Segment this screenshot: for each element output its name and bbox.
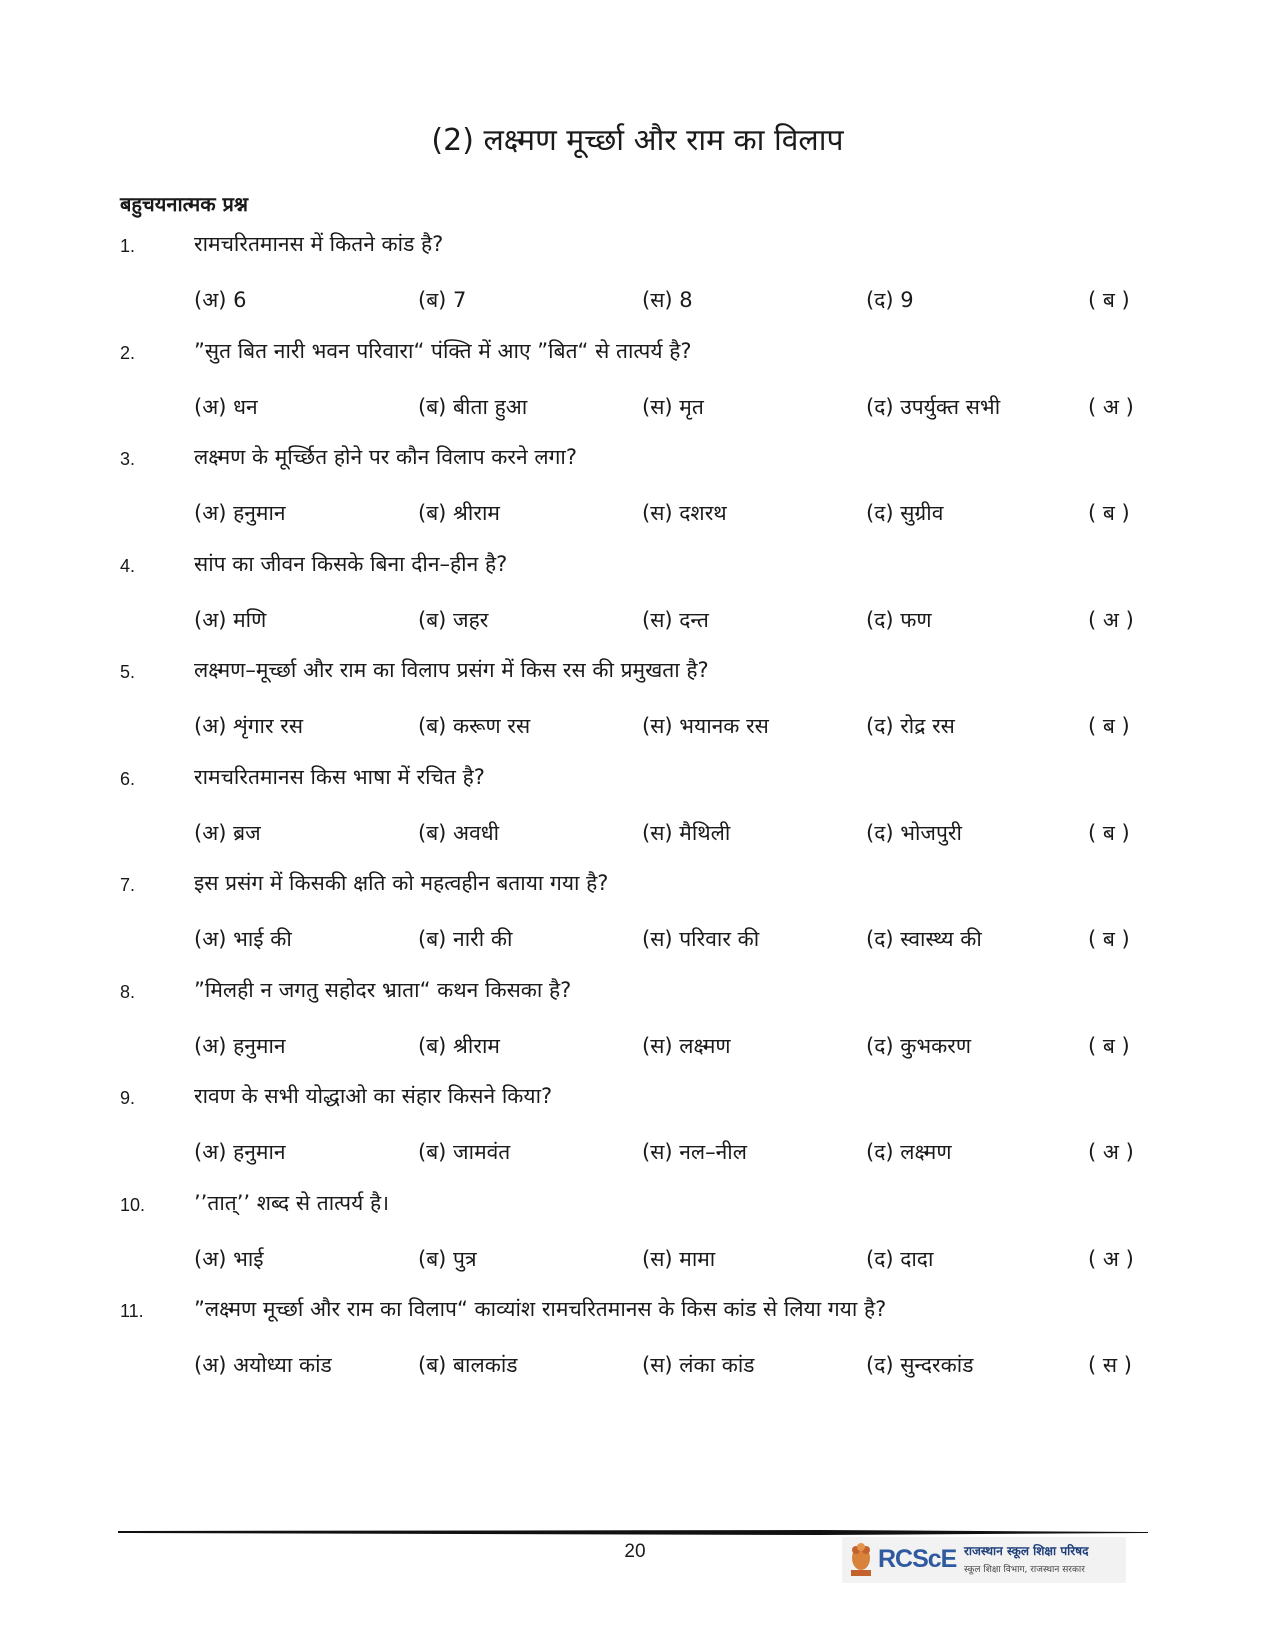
option-2: (ब) 7 bbox=[418, 288, 467, 312]
question-text: ”मिलही न जगतु सहोदर भ्राता“ कथन किसका है? bbox=[194, 978, 572, 1002]
option-4: (द) दादा bbox=[866, 1247, 934, 1271]
option-3: (स) मामा bbox=[642, 1247, 716, 1271]
option-4: (द) लक्ष्मण bbox=[866, 1140, 952, 1164]
question-number: 11. bbox=[120, 1301, 144, 1321]
option-2: (ब) नारी की bbox=[418, 927, 513, 951]
question-number: 3. bbox=[120, 449, 136, 469]
option-2: (ब) अवधी bbox=[418, 821, 500, 845]
option-3: (स) नल–नील bbox=[642, 1140, 747, 1164]
question-text: ’’तात्’’ शब्द से तात्पर्य है। bbox=[194, 1191, 390, 1215]
option-4: (द) स्वास्थ्य की bbox=[866, 927, 982, 951]
option-3: (स) लंका कांड bbox=[642, 1353, 755, 1377]
option-4: (द) उपर्युक्त सभी bbox=[866, 395, 1001, 419]
question-item bbox=[120, 1082, 1160, 1192]
answer-key: ( ब ) bbox=[1088, 288, 1130, 312]
option-1: (अ) अयोध्या कांड bbox=[194, 1353, 332, 1377]
question-number: 10. bbox=[120, 1195, 146, 1215]
footer-rule bbox=[118, 1530, 1148, 1535]
question-number: 5. bbox=[120, 662, 136, 682]
question-text: रामचरितमानस में कितने कांड है? bbox=[194, 232, 444, 256]
answer-key: ( ब ) bbox=[1088, 1034, 1130, 1058]
option-1: (अ) भाई bbox=[194, 1247, 264, 1271]
option-2: (ब) बीता हुआ bbox=[418, 395, 528, 419]
option-1: (अ) हनुमान bbox=[194, 501, 286, 525]
option-1: (अ) भाई की bbox=[194, 927, 292, 951]
question-text: इस प्रसंग में किसकी क्षति को महत्वहीन बताया गया है? bbox=[194, 871, 609, 895]
question-item bbox=[120, 230, 1160, 340]
question-item bbox=[120, 656, 1160, 766]
page-number: 20 bbox=[624, 1541, 646, 1562]
question-text: ”लक्ष्मण मूर्च्छा और राम का विलाप“ काव्यांश रामचरितमानस के किस कांड से लिया गया है? bbox=[194, 1297, 887, 1321]
answer-key: ( ब ) bbox=[1088, 821, 1130, 845]
option-3: (स) लक्ष्मण bbox=[642, 1034, 731, 1058]
option-3: (स) मैथिली bbox=[642, 821, 731, 845]
question-number: 2. bbox=[120, 343, 136, 363]
option-3: (स) परिवार की bbox=[642, 927, 760, 951]
option-1: (अ) हनुमान bbox=[194, 1140, 286, 1164]
question-item bbox=[120, 1295, 1160, 1405]
option-3: (स) मृत bbox=[642, 395, 704, 419]
option-4: (द) सुग्रीव bbox=[866, 501, 944, 525]
option-3: (स) भयानक रस bbox=[642, 714, 769, 738]
question-item bbox=[120, 976, 1160, 1086]
question-text: रामचरितमानस किस भाषा में रचित है? bbox=[194, 765, 485, 789]
option-3: (स) दशरथ bbox=[642, 501, 727, 525]
option-1: (अ) ब्रज bbox=[194, 821, 261, 845]
rcsce-logo bbox=[842, 1537, 1126, 1583]
option-2: (ब) बालकांड bbox=[418, 1353, 518, 1377]
question-number: 1. bbox=[120, 236, 136, 256]
logo-name: राजस्थान स्कूल शिक्षा परिषद bbox=[964, 1544, 1089, 1558]
question-text: रावण के सभी योद्धाओ का संहार किसने किया? bbox=[194, 1084, 553, 1108]
option-2: (ब) पुत्र bbox=[418, 1247, 477, 1271]
answer-key: ( अ ) bbox=[1088, 1140, 1134, 1164]
option-1: (अ) मणि bbox=[194, 608, 267, 632]
question-item bbox=[120, 869, 1160, 979]
question-item bbox=[120, 1189, 1160, 1299]
option-2: (ब) जहर bbox=[418, 608, 489, 632]
answer-key: ( अ ) bbox=[1088, 1247, 1134, 1271]
answer-key: ( ब ) bbox=[1088, 501, 1130, 525]
logo-subtitle: स्कूल शिक्षा विभाग, राजस्थान सरकार bbox=[964, 1565, 1085, 1575]
answer-key: ( अ ) bbox=[1088, 608, 1134, 632]
question-text: ”सुत बित नारी भवन परिवारा“ पंक्ति में आए ”बित“ से तात्पर्य है? bbox=[194, 339, 692, 363]
option-2: (ब) जामवंत bbox=[418, 1140, 511, 1164]
option-3: (स) दन्त bbox=[642, 608, 709, 632]
page-title: (2) लक्ष्मण मूर्च्छा और राम का विलाप bbox=[431, 123, 844, 158]
option-4: (द) कुभकरण bbox=[866, 1034, 972, 1058]
question-item bbox=[120, 763, 1160, 873]
option-4: (द) सुन्दरकांड bbox=[866, 1353, 974, 1377]
question-text: लक्ष्मण–मूर्च्छा और राम का विलाप प्रसंग में किस रस की प्रमुखता है? bbox=[194, 658, 709, 682]
answer-key: ( अ ) bbox=[1088, 395, 1134, 419]
question-number: 6. bbox=[120, 769, 136, 789]
logo-abbreviation: RCScE bbox=[878, 1545, 957, 1573]
option-3: (स) 8 bbox=[642, 288, 693, 312]
option-1: (अ) 6 bbox=[194, 288, 247, 312]
option-1: (अ) हनुमान bbox=[194, 1034, 286, 1058]
option-1: (अ) शृंगार रस bbox=[194, 714, 304, 738]
option-4: (द) भोजपुरी bbox=[866, 821, 962, 845]
option-4: (द) फण bbox=[866, 608, 932, 632]
question-text: सांप का जीवन किसके बिना दीन–हीन है? bbox=[194, 552, 508, 576]
question-number: 7. bbox=[120, 875, 136, 895]
question-text: लक्ष्मण के मूर्च्छित होने पर कौन विलाप करने लगा? bbox=[194, 445, 577, 469]
option-1: (अ) धन bbox=[194, 395, 258, 419]
section-heading: बहुचयनात्मक प्रश्न bbox=[120, 192, 249, 216]
option-2: (ब) श्रीराम bbox=[418, 501, 500, 525]
question-number: 8. bbox=[120, 982, 136, 1002]
question-number: 4. bbox=[120, 556, 136, 576]
option-2: (ब) करूण रस bbox=[418, 714, 531, 738]
question-item bbox=[120, 550, 1160, 660]
question-item bbox=[120, 337, 1160, 447]
option-4: (द) रोद्र रस bbox=[866, 714, 955, 738]
option-2: (ब) श्रीराम bbox=[418, 1034, 500, 1058]
option-4: (द) 9 bbox=[866, 288, 914, 312]
question-item bbox=[120, 443, 1160, 553]
emblem-icon bbox=[848, 1540, 874, 1580]
answer-key: ( ब ) bbox=[1088, 927, 1130, 951]
answer-key: ( स ) bbox=[1088, 1353, 1132, 1377]
question-number: 9. bbox=[120, 1088, 136, 1108]
answer-key: ( ब ) bbox=[1088, 714, 1130, 738]
